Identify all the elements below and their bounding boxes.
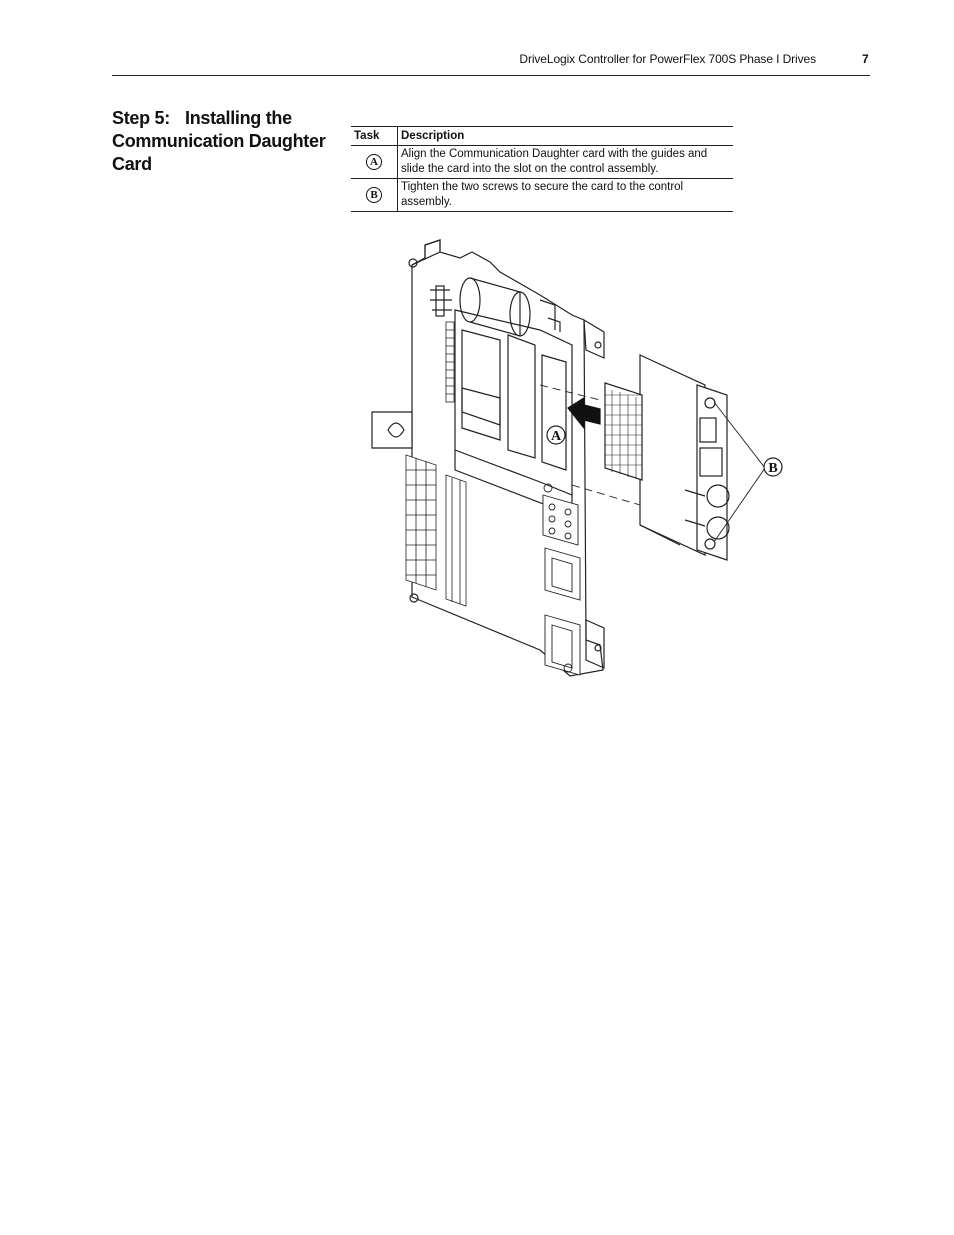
step-title: Installing the Communication Daughter Card bbox=[112, 108, 326, 174]
callout-a-label: A bbox=[550, 429, 562, 444]
column-header-task: Task bbox=[351, 127, 398, 146]
step-number: Step 5: bbox=[112, 108, 170, 128]
callout-b bbox=[764, 458, 782, 476]
callout-b-label: B bbox=[768, 461, 778, 476]
communication-daughter-card bbox=[605, 355, 729, 560]
task-callout-b: B bbox=[366, 187, 382, 203]
serial-connector-lower bbox=[545, 615, 580, 675]
daughter-card-slot bbox=[446, 475, 466, 606]
terminal-strip-left bbox=[406, 455, 436, 590]
task-callout-a: A bbox=[366, 154, 382, 170]
column-header-description: Description bbox=[398, 127, 734, 146]
callout-a bbox=[547, 426, 565, 444]
page-number: 7 bbox=[862, 52, 869, 66]
running-header-title: DriveLogix Controller for PowerFlex 700S Phase I Drives bbox=[519, 52, 816, 66]
description-cell: Align the Communication Daughter card with the guides and slide the card into the slot on the control assembly. bbox=[398, 146, 734, 179]
description-cell: Tighten the two screws to secure the card to the control assembly. bbox=[398, 179, 734, 212]
